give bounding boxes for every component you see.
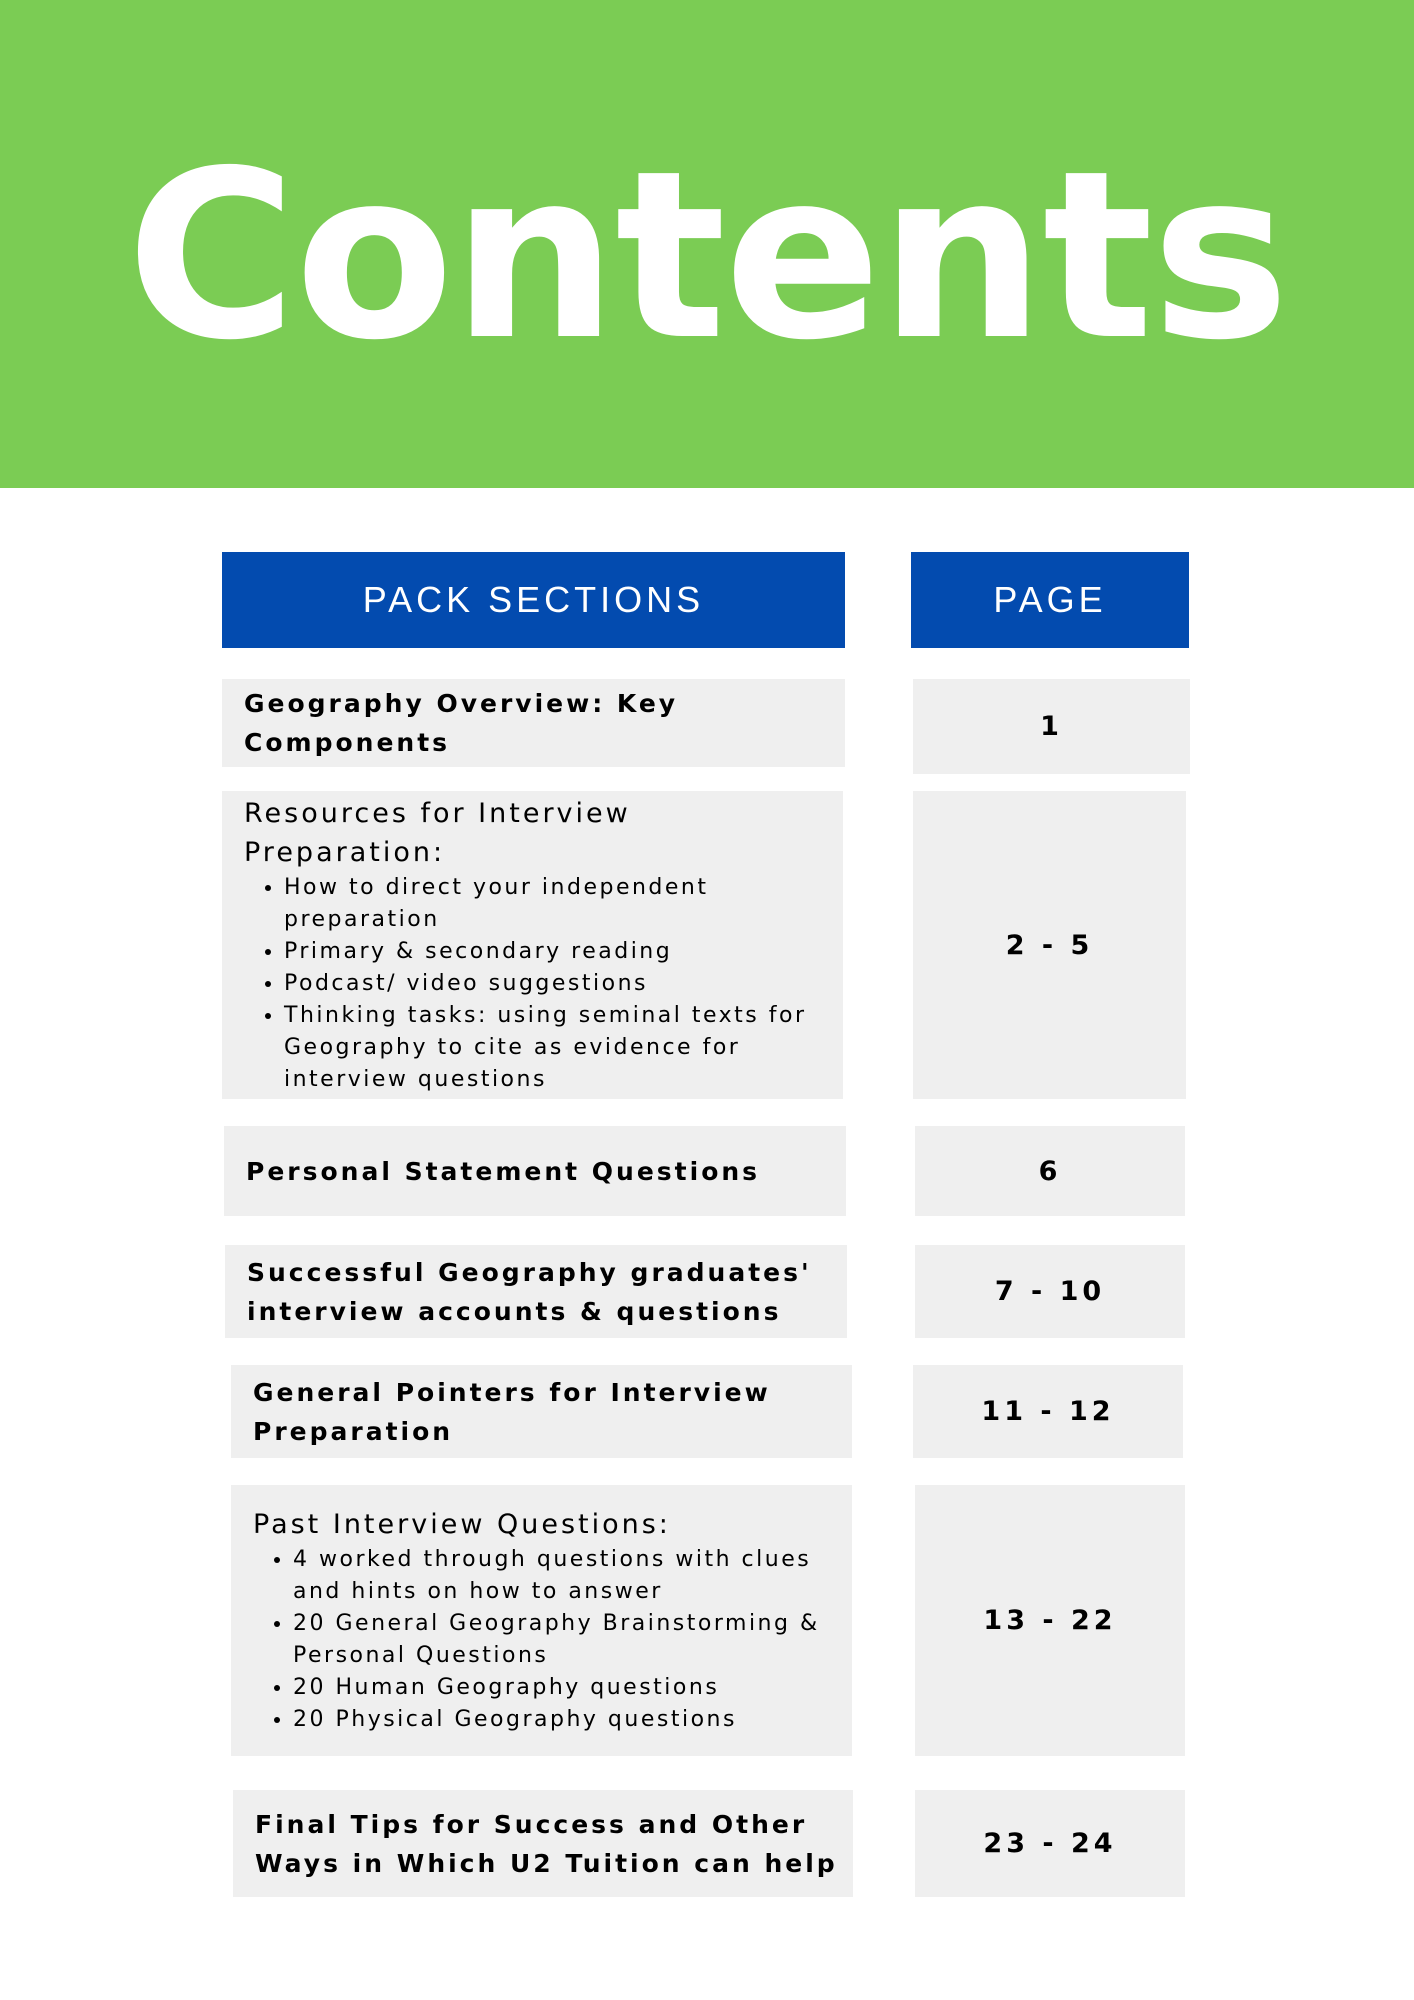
contents-row-section (233, 1790, 853, 1897)
contents-row-page: 11 - 12 (913, 1365, 1183, 1458)
contents-row-page: 1 (913, 679, 1190, 774)
section-title: Final Tips for Success and Other Ways in Which U2 Tuition can help (255, 1809, 838, 1878)
page-title: Contents (126, 121, 1288, 391)
section-bullet-list (244, 872, 835, 1096)
list-item: • 20 Human Geography questions (293, 1672, 840, 1704)
section-title: Resources for Interview Preparation: (244, 798, 631, 868)
section-title: Personal Statement Questions (246, 1156, 761, 1186)
section-title: Past Interview Questions: (253, 1509, 671, 1540)
list-item: • Podcast/ video suggestions (284, 968, 835, 1000)
list-item: • Primary & secondary reading (284, 936, 835, 968)
list-item: • How to direct your independent preparation (284, 872, 835, 936)
title-banner (0, 0, 1414, 488)
section-title: Geography Overview: Key Components (244, 689, 679, 757)
contents-row-section (231, 1365, 852, 1458)
contents-row-section (231, 1485, 852, 1756)
contents-row-page: 6 (915, 1126, 1185, 1216)
contents-row-page: 2 - 5 (913, 791, 1186, 1099)
contents-row-section (225, 1245, 847, 1338)
contents-row-page: 13 - 22 (915, 1485, 1185, 1756)
list-item: • 20 General Geography Brainstorming & Personal Questions (293, 1608, 840, 1672)
header-pack-sections: PACK SECTIONS (222, 552, 845, 648)
list-item: • Thinking tasks: using seminal texts for Geography to cite as evidence for interview questions (284, 1000, 835, 1096)
contents-row-section (222, 679, 845, 767)
contents-row-page: 7 - 10 (915, 1245, 1185, 1338)
header-page: PAGE (911, 552, 1189, 648)
section-bullet-list (253, 1544, 840, 1736)
list-item: • 20 Physical Geography questions (293, 1704, 840, 1736)
contents-row-section (222, 791, 843, 1099)
contents-row-section (224, 1126, 846, 1216)
contents-row-page: 23 - 24 (915, 1790, 1185, 1897)
section-title: Successful Geography graduates' interview accounts & questions (247, 1257, 812, 1326)
list-item: • 4 worked through questions with clues and hints on how to answer (293, 1544, 840, 1608)
section-title: General Pointers for Interview Preparation (253, 1377, 771, 1446)
